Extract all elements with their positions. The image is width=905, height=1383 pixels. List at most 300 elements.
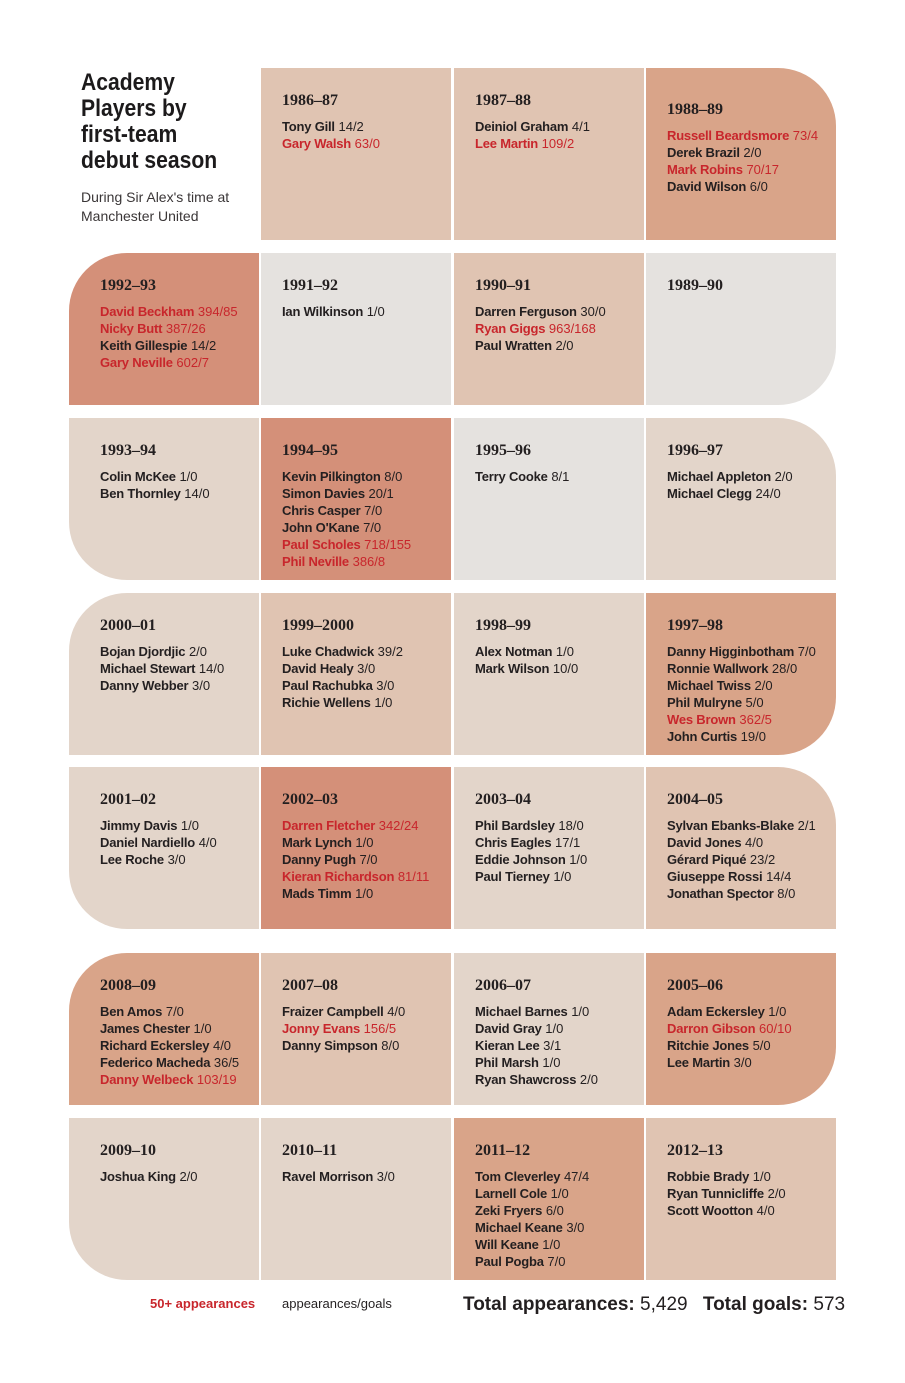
player-name: Zeki Fryers bbox=[475, 1203, 543, 1218]
player-name: David Jones bbox=[667, 835, 742, 850]
player-entry bbox=[667, 485, 828, 502]
player-stats: 70/17 bbox=[746, 162, 779, 177]
player-stats: 1/0 bbox=[542, 1055, 561, 1070]
player-entry bbox=[282, 118, 443, 135]
player-entry bbox=[667, 817, 828, 834]
player-stats: 8/0 bbox=[384, 469, 403, 484]
player-name: Kevin Pilkington bbox=[282, 469, 381, 484]
player-stats: 14/0 bbox=[198, 661, 225, 676]
season-card bbox=[454, 953, 644, 1105]
player-name: Darren Fletcher bbox=[282, 818, 376, 833]
player-name: Kieran Lee bbox=[475, 1038, 540, 1053]
season-label: 1994–95 bbox=[282, 442, 338, 459]
player-stats: 1/0 bbox=[179, 469, 198, 484]
player-name: Tom Cleverley bbox=[475, 1169, 561, 1184]
player-name: Scott Wootton bbox=[667, 1203, 753, 1218]
season-label: 1998–99 bbox=[475, 617, 531, 634]
player-entry bbox=[282, 468, 443, 485]
player-entry bbox=[475, 320, 636, 337]
season-label: 2008–09 bbox=[100, 977, 156, 994]
player-stats: 14/2 bbox=[338, 119, 364, 134]
total-goals-value: 573 bbox=[813, 1294, 846, 1315]
player-stats: 14/2 bbox=[190, 338, 217, 353]
season-label: 2005–06 bbox=[667, 977, 723, 994]
season-card bbox=[261, 593, 451, 755]
season-label: 1993–94 bbox=[100, 442, 156, 459]
player-entry bbox=[475, 468, 636, 485]
player-name: Michael Stewart bbox=[100, 661, 196, 676]
player-entry bbox=[667, 1168, 828, 1185]
player-entry bbox=[282, 851, 443, 868]
player-stats: 47/4 bbox=[563, 1169, 590, 1184]
season-label: 2003–04 bbox=[475, 791, 531, 808]
player-entry bbox=[475, 1003, 636, 1020]
player-entry bbox=[667, 711, 828, 728]
season-card bbox=[261, 767, 451, 929]
total-goals-label: Total goals: bbox=[702, 1294, 809, 1315]
player-entry bbox=[282, 885, 443, 902]
season-label: 1987–88 bbox=[475, 92, 531, 109]
player-stats: 2/0 bbox=[754, 678, 773, 693]
player-entry bbox=[282, 553, 443, 570]
player-name: Gérard Piqué bbox=[667, 852, 747, 867]
season-card bbox=[454, 767, 644, 929]
player-name: Eddie Johnson bbox=[475, 852, 566, 867]
player-stats: 28/0 bbox=[771, 661, 798, 676]
season-card bbox=[646, 68, 836, 240]
player-name: James Chester bbox=[100, 1021, 190, 1036]
player-name: Michael Barnes bbox=[475, 1004, 568, 1019]
player-stats: 1/0 bbox=[180, 818, 199, 833]
player-entry bbox=[100, 643, 251, 660]
player-entry bbox=[282, 485, 443, 502]
player-name: Mark Lynch bbox=[282, 835, 352, 850]
player-entry bbox=[667, 728, 828, 745]
season-label: 1992–93 bbox=[100, 277, 156, 294]
player-name: John Curtis bbox=[667, 729, 738, 744]
season-card bbox=[646, 418, 836, 580]
player-name: Paul Pogba bbox=[475, 1254, 544, 1269]
player-stats: 14/4 bbox=[766, 869, 792, 884]
season-card bbox=[646, 767, 836, 929]
player-stats: 3/1 bbox=[543, 1038, 562, 1053]
player-name: Kieran Richardson bbox=[282, 869, 395, 884]
player-entry bbox=[475, 643, 636, 660]
player-stats: 7/0 bbox=[547, 1254, 566, 1269]
season-card bbox=[454, 253, 644, 405]
player-stats: 5/0 bbox=[745, 695, 764, 710]
player-stats: 4/0 bbox=[756, 1203, 775, 1218]
player-entry bbox=[282, 834, 443, 851]
legend-fifty-plus: 50+ appearances bbox=[150, 1296, 256, 1311]
player-entry bbox=[282, 643, 443, 660]
player-stats: 81/11 bbox=[397, 869, 430, 884]
player-stats: 5/0 bbox=[752, 1038, 771, 1053]
player-stats: 20/1 bbox=[368, 486, 394, 501]
player-name: David Healy bbox=[282, 661, 354, 676]
player-stats: 362/5 bbox=[739, 712, 772, 727]
player-stats: 1/0 bbox=[550, 1186, 569, 1201]
season-card bbox=[261, 68, 451, 240]
player-entry bbox=[475, 135, 636, 152]
player-stats: 3/0 bbox=[357, 661, 376, 676]
player-name: Giuseppe Rossi bbox=[667, 869, 763, 884]
player-name: Lee Martin bbox=[667, 1055, 731, 1070]
player-entry bbox=[282, 1168, 443, 1185]
player-name: Phil Bardsley bbox=[475, 818, 555, 833]
player-entry bbox=[475, 303, 636, 320]
player-name: Phil Marsh bbox=[475, 1055, 539, 1070]
player-stats: 1/0 bbox=[569, 852, 588, 867]
season-card bbox=[261, 418, 451, 580]
player-stats: 1/0 bbox=[542, 1237, 561, 1252]
player-name: Larnell Cole bbox=[475, 1186, 548, 1201]
player-stats: 4/0 bbox=[745, 835, 764, 850]
player-name: Alex Notman bbox=[475, 644, 553, 659]
player-entry bbox=[282, 1003, 443, 1020]
player-stats: 718/155 bbox=[364, 537, 412, 552]
player-name: Mark Wilson bbox=[475, 661, 550, 676]
player-stats: 394/85 bbox=[197, 304, 238, 319]
player-stats: 1/0 bbox=[374, 695, 393, 710]
player-name: Gary Walsh bbox=[282, 136, 352, 151]
player-entry bbox=[667, 868, 828, 885]
player-stats: 602/7 bbox=[176, 355, 209, 370]
season-card bbox=[454, 593, 644, 755]
player-name: Ronnie Wallwork bbox=[667, 661, 769, 676]
player-name: Keith Gillespie bbox=[100, 338, 188, 353]
player-name: Bojan Djordjic bbox=[100, 644, 186, 659]
season-card bbox=[454, 418, 644, 580]
player-entry bbox=[100, 1020, 251, 1037]
player-entry bbox=[667, 885, 828, 902]
player-name: Jonathan Spector bbox=[667, 886, 774, 901]
player-stats: 23/2 bbox=[749, 852, 776, 867]
season-label: 2009–10 bbox=[100, 1142, 156, 1159]
season-label: 1997–98 bbox=[667, 617, 723, 634]
player-entry bbox=[282, 502, 443, 519]
player-stats: 109/2 bbox=[541, 136, 575, 151]
player-name: Richie Wellens bbox=[282, 695, 371, 710]
player-entry bbox=[100, 834, 251, 851]
player-name: Adam Eckersley bbox=[667, 1004, 765, 1019]
player-stats: 1/0 bbox=[571, 1004, 590, 1019]
season-label: 2000–01 bbox=[100, 617, 156, 634]
player-name: Darron Gibson bbox=[667, 1021, 756, 1036]
player-name: Joshua King bbox=[100, 1169, 176, 1184]
player-stats: 1/0 bbox=[355, 886, 374, 901]
player-stats: 8/0 bbox=[777, 886, 796, 901]
player-stats: 7/0 bbox=[165, 1004, 184, 1019]
player-name: David Beckham bbox=[100, 304, 195, 319]
player-stats: 18/0 bbox=[558, 818, 584, 833]
player-stats: 14/0 bbox=[184, 486, 210, 501]
player-entry bbox=[282, 677, 443, 694]
player-entry bbox=[475, 834, 636, 851]
season-card bbox=[261, 953, 451, 1105]
player-entry bbox=[100, 1168, 251, 1185]
player-entry bbox=[667, 694, 828, 711]
player-entry bbox=[667, 1202, 828, 1219]
player-stats: 2/1 bbox=[797, 818, 816, 833]
player-stats: 4/0 bbox=[212, 1038, 232, 1053]
player-entry bbox=[475, 1168, 636, 1185]
player-entry bbox=[475, 337, 636, 354]
season-label: 2007–08 bbox=[282, 977, 338, 994]
player-entry bbox=[100, 1037, 251, 1054]
player-entry bbox=[475, 851, 636, 868]
player-name: Simon Davies bbox=[282, 486, 365, 501]
player-name: Darren Ferguson bbox=[475, 304, 577, 319]
player-entry bbox=[667, 851, 828, 868]
player-name: Danny Simpson bbox=[282, 1038, 378, 1053]
player-stats: 4/1 bbox=[571, 119, 590, 134]
player-entry bbox=[100, 303, 251, 320]
player-name: Ryan Giggs bbox=[475, 321, 546, 336]
player-stats: 24/0 bbox=[755, 486, 781, 501]
season-card bbox=[454, 68, 644, 240]
player-entry bbox=[667, 834, 828, 851]
player-stats: 103/19 bbox=[196, 1072, 237, 1087]
player-entry bbox=[100, 1003, 251, 1020]
player-entry bbox=[100, 337, 251, 354]
player-name: Ritchie Jones bbox=[667, 1038, 749, 1053]
player-entry bbox=[667, 161, 828, 178]
season-card bbox=[646, 593, 836, 755]
player-stats: 8/0 bbox=[381, 1038, 400, 1053]
page-subtitle: During Sir Alex's time at Manchester United bbox=[81, 189, 230, 224]
player-name: Danny Webber bbox=[100, 678, 189, 693]
player-stats: 2/0 bbox=[555, 338, 574, 353]
player-name: Danny Higginbotham bbox=[667, 644, 795, 659]
player-stats: 19/0 bbox=[740, 729, 766, 744]
legend-units: appearances/goals bbox=[282, 1296, 392, 1311]
player-name: Richard Eckersley bbox=[100, 1038, 210, 1053]
player-stats: 1/0 bbox=[193, 1021, 212, 1036]
player-name: Tony Gill bbox=[282, 119, 335, 134]
season-card bbox=[646, 1118, 836, 1280]
player-name: Michael Appleton bbox=[667, 469, 771, 484]
player-name: Russell Beardsmore bbox=[667, 128, 790, 143]
player-entry bbox=[667, 144, 828, 161]
player-name: Derek Brazil bbox=[667, 145, 740, 160]
player-name: Michael Clegg bbox=[667, 486, 752, 501]
season-card bbox=[69, 767, 259, 929]
player-entry bbox=[667, 178, 828, 195]
player-entry bbox=[100, 1054, 251, 1071]
player-name: David Wilson bbox=[667, 179, 747, 194]
player-entry bbox=[475, 1185, 636, 1202]
player-name: Lee Martin bbox=[475, 136, 539, 151]
player-stats: 7/0 bbox=[363, 520, 382, 535]
player-entry bbox=[475, 1054, 636, 1071]
season-card bbox=[69, 953, 259, 1105]
player-entry bbox=[282, 1037, 443, 1054]
season-label: 1986–87 bbox=[282, 92, 338, 109]
player-stats: 8/1 bbox=[551, 469, 570, 484]
player-entry bbox=[667, 643, 828, 660]
season-card bbox=[69, 418, 259, 580]
player-entry bbox=[475, 817, 636, 834]
player-stats: 39/2 bbox=[377, 644, 403, 659]
player-name: Michael Twiss bbox=[667, 678, 751, 693]
player-name: Paul Scholes bbox=[282, 537, 361, 552]
player-name: Daniel Nardiello bbox=[100, 835, 196, 850]
player-stats: 156/5 bbox=[363, 1021, 397, 1036]
player-stats: 7/0 bbox=[364, 503, 383, 518]
player-stats: 2/0 bbox=[767, 1186, 786, 1201]
player-stats: 963/168 bbox=[548, 321, 596, 336]
player-name: Gary Neville bbox=[100, 355, 173, 370]
player-name: Ben Thornley bbox=[100, 486, 181, 501]
player-name: Mads Timm bbox=[282, 886, 352, 901]
player-stats: 36/5 bbox=[213, 1055, 240, 1070]
player-stats: 3/0 bbox=[192, 678, 211, 693]
player-entry bbox=[475, 868, 636, 885]
player-stats: 1/0 bbox=[768, 1004, 787, 1019]
player-entry bbox=[475, 1037, 636, 1054]
player-entry bbox=[475, 1020, 636, 1037]
player-name: Luke Chadwick bbox=[282, 644, 375, 659]
player-stats: 30/0 bbox=[580, 304, 606, 319]
player-stats: 1/0 bbox=[355, 835, 374, 850]
player-name: Paul Tierney bbox=[475, 869, 550, 884]
player-entry bbox=[100, 1071, 251, 1088]
player-name: Chris Casper bbox=[282, 503, 361, 518]
player-name: Deiniol Graham bbox=[475, 119, 569, 134]
player-name: Jonny Evans bbox=[282, 1021, 360, 1036]
player-name: Nicky Butt bbox=[100, 321, 163, 336]
player-name: Sylvan Ebanks-Blake bbox=[667, 818, 794, 833]
player-name: Terry Cooke bbox=[475, 469, 548, 484]
player-name: Mark Robins bbox=[667, 162, 743, 177]
player-name: Paul Rachubka bbox=[282, 678, 373, 693]
season-label: 1995–96 bbox=[475, 442, 531, 459]
player-entry bbox=[667, 1054, 828, 1071]
player-stats: 73/4 bbox=[792, 128, 819, 143]
player-entry bbox=[100, 485, 251, 502]
player-stats: 1/0 bbox=[366, 304, 385, 319]
player-name: David Gray bbox=[475, 1021, 542, 1036]
player-name: Michael Keane bbox=[475, 1220, 563, 1235]
player-stats: 342/24 bbox=[378, 818, 419, 833]
player-name: Federico Macheda bbox=[100, 1055, 211, 1070]
player-name: Will Keane bbox=[475, 1237, 539, 1252]
player-stats: 3/0 bbox=[566, 1220, 585, 1235]
player-name: Paul Wratten bbox=[475, 338, 552, 353]
player-entry bbox=[667, 677, 828, 694]
player-entry bbox=[667, 127, 828, 144]
player-stats: 10/0 bbox=[552, 661, 579, 676]
player-name: Ben Amos bbox=[100, 1004, 163, 1019]
player-entry bbox=[100, 320, 251, 337]
season-card bbox=[454, 1118, 644, 1280]
player-name: Chris Eagles bbox=[475, 835, 552, 850]
player-entry bbox=[100, 468, 251, 485]
player-entry bbox=[475, 1071, 636, 1088]
player-name: Danny Pugh bbox=[282, 852, 356, 867]
player-entry bbox=[475, 1253, 636, 1270]
player-stats: 7/0 bbox=[359, 852, 378, 867]
player-name: Ryan Shawcross bbox=[475, 1072, 577, 1087]
player-stats: 3/0 bbox=[376, 678, 395, 693]
player-entry bbox=[282, 1020, 443, 1037]
season-label: 2002–03 bbox=[282, 791, 338, 808]
player-entry bbox=[475, 1202, 636, 1219]
title-block bbox=[81, 70, 253, 226]
season-label: 2012–13 bbox=[667, 1142, 723, 1159]
player-name: Ian Wilkinson bbox=[282, 304, 364, 319]
player-name: John O'Kane bbox=[282, 520, 360, 535]
player-stats: 387/26 bbox=[165, 321, 206, 336]
player-entry bbox=[667, 660, 828, 677]
season-card bbox=[69, 593, 259, 755]
player-entry bbox=[667, 468, 828, 485]
season-card bbox=[69, 253, 259, 405]
season-card bbox=[261, 253, 451, 405]
season-label: 2011–12 bbox=[475, 1142, 531, 1159]
season-card bbox=[646, 953, 836, 1105]
player-stats: 1/0 bbox=[555, 644, 574, 659]
season-label: 2004–05 bbox=[667, 791, 723, 808]
season-label: 2010–11 bbox=[282, 1142, 338, 1159]
season-card bbox=[261, 1118, 451, 1280]
player-stats: 63/0 bbox=[354, 136, 380, 151]
player-entry bbox=[282, 303, 443, 320]
player-name: Phil Mulryne bbox=[667, 695, 742, 710]
player-stats: 1/0 bbox=[545, 1021, 564, 1036]
player-entry bbox=[100, 851, 251, 868]
player-stats: 4/0 bbox=[387, 1004, 406, 1019]
player-stats: 6/0 bbox=[749, 179, 768, 194]
player-name: Wes Brown bbox=[667, 712, 736, 727]
player-stats: 3/0 bbox=[376, 1169, 395, 1184]
player-entry bbox=[100, 817, 251, 834]
player-entry bbox=[667, 1185, 828, 1202]
player-entry bbox=[282, 817, 443, 834]
player-stats: 2/0 bbox=[743, 145, 762, 160]
player-entry bbox=[667, 1037, 828, 1054]
total-appearances-label: Total appearances: bbox=[463, 1294, 635, 1315]
season-label: 2001–02 bbox=[100, 791, 156, 808]
player-name: Fraizer Campbell bbox=[282, 1004, 384, 1019]
player-stats: 2/0 bbox=[179, 1169, 198, 1184]
season-label: 2006–07 bbox=[475, 977, 531, 994]
player-stats: 2/0 bbox=[579, 1072, 598, 1087]
player-entry bbox=[282, 536, 443, 553]
player-stats: 3/0 bbox=[733, 1055, 752, 1070]
player-name: Phil Neville bbox=[282, 554, 349, 569]
player-entry bbox=[282, 135, 443, 152]
player-stats: 2/0 bbox=[774, 469, 793, 484]
player-name: Colin McKee bbox=[100, 469, 176, 484]
season-card bbox=[69, 1118, 259, 1280]
player-stats: 6/0 bbox=[545, 1203, 564, 1218]
player-stats: 1/0 bbox=[752, 1169, 771, 1184]
player-entry bbox=[282, 519, 443, 536]
player-entry bbox=[667, 1020, 828, 1037]
season-card bbox=[646, 253, 836, 405]
player-stats: 17/1 bbox=[554, 835, 581, 850]
player-name: Lee Roche bbox=[100, 852, 164, 867]
player-entry bbox=[475, 118, 636, 135]
page-title: Academy Players by first-team debut season bbox=[81, 69, 218, 174]
player-stats: 2/0 bbox=[188, 644, 208, 659]
player-entry bbox=[475, 1219, 636, 1236]
player-entry bbox=[475, 660, 636, 677]
player-entry bbox=[667, 1003, 828, 1020]
player-name: Ravel Morrison bbox=[282, 1169, 374, 1184]
